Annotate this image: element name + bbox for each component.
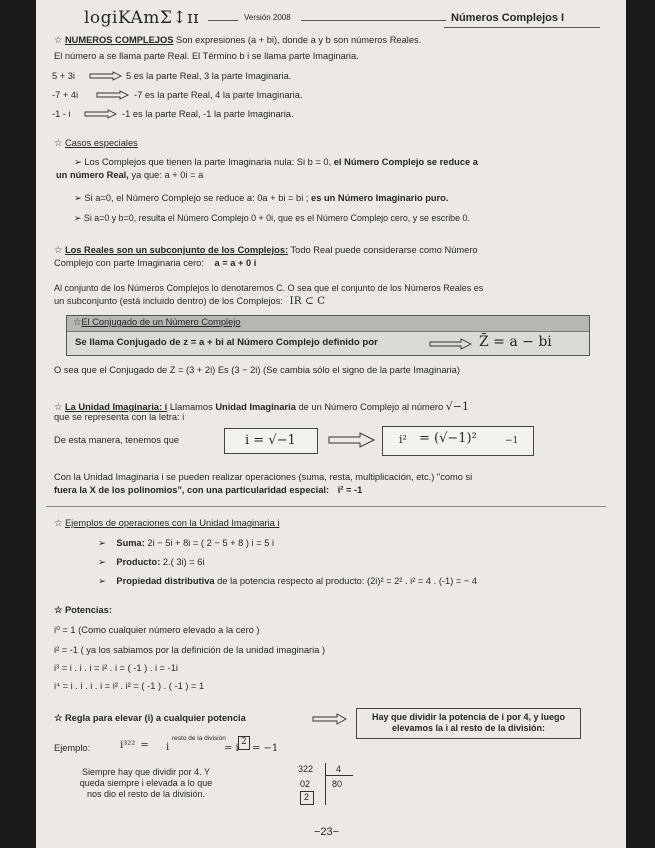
ejemplo-producto [98,557,205,568]
caso-3-text: Si a=0 y b=0, resulta el Número Complejo 0 + 0i, que es el Número Complejo cero, y se escribe 0. [83,213,470,223]
star-icon: ☆ [54,713,63,723]
suma-label: Suma: [116,538,145,548]
implies-arrow-icon [84,109,118,119]
unidad-line-2: que se representa con la letra: i [54,412,185,422]
star-icon: ☆ [54,245,63,255]
unidad-manera: De esta manera, tenemos que [54,435,180,445]
example-desc-2: -7 es la parte Real, 4 la parte Imaginaria. [134,90,303,100]
implies-arrow-icon [312,713,348,725]
casos-heading [54,138,138,149]
ejemplos-heading [54,518,279,529]
division-divisor: 4 [336,764,342,774]
formula-box-i2 [382,426,534,456]
division-remainder: 2 [304,792,310,802]
caso-1-text: Los Complejos que tienen la parte Imaginaria nula: Si b = 0, [84,157,332,167]
bullet-arrow-icon: ➢ [74,213,82,223]
version-label: Versión 2008 [244,13,291,22]
resto-label: resto de la división [172,735,226,742]
example-expr-3: -1 - i [52,109,71,119]
producto-expr: 2.( 3i) = 6i [162,557,205,567]
conjugado-def-c: al Número Complejo definido por [226,337,378,348]
potencias-heading [54,605,112,616]
division-quotient: 80 [332,779,343,789]
distributiva-expr: de la potencia respecto al producto: (2i)² = 2² . i² = 4 . (-1) = − 4 [217,576,478,586]
conjugado-def-z: z = a + bi [183,337,224,348]
distributiva-label: Propiedad distributiva [116,576,215,586]
example-expr-2: -7 + 4i [52,90,79,100]
caso-1-real: un número Real, [56,170,129,180]
conjugado-heading: ☆El Conjugado de un Número Complejo [73,317,241,327]
caso-2-text: el Número Complejo se reduce a: 0a + bi = bi ; [116,193,309,203]
potencia-0: i⁰ = 1 (Como cualquier número elevado a la cero ) [54,625,260,635]
suma-expr: 2i − 5i + 8i = ( 2 − 5 + 8 ) i = 5 i [147,538,275,548]
intro-term: NUMEROS COMPLEJOS [64,35,174,45]
potencia-3: i³ = i . i . i = i² . i = ( -1 ) . i = -1i [54,663,178,673]
caso-3 [74,213,470,224]
ejemplos-heading-text: Ejemplos de operaciones con la Unidad Imaginaria i [64,518,280,528]
unidad-heading: La Unidad Imaginaria: i [64,402,168,412]
division-partial: 02 [300,779,311,789]
ejemplo-suma [98,538,274,549]
implies-arrow-icon [429,338,473,350]
section-divider [46,506,606,507]
caso-1-eq: ya que: a + 0i = a [131,170,204,180]
caso-2-bold: es un Número Imaginario puro. [311,193,449,203]
ejemplo-i-322: i³²² [120,740,136,751]
star-icon: ☆ [54,138,63,148]
potencias-heading-text: Potencias: [64,605,112,615]
implies-arrow-icon [96,90,130,100]
potencia-4: i⁴ = i . i . i . i = i² . i² = ( -1 ) . ( -1 ) = 1 [54,681,205,691]
division-remainder-box [300,791,314,805]
reales-text-2: Complejo con parte Imaginaria cero: [54,258,204,268]
regla-heading-text: Regla para elevar (i) a cualquier potencia [64,713,246,723]
bullet-arrow-icon: ➢ [74,193,82,203]
division-bar [325,763,326,805]
casos-heading-text: Casos especiales [64,138,138,148]
title-underline [444,27,600,28]
ops-text-2: fuera la X de los polinomios", con una particularidad especial: [54,485,330,495]
example-desc-3: -1 es la parte Real, -1 la parte Imaginaria. [122,109,294,119]
regla-explain-3: nos dio el resto de la división. [86,789,206,799]
intro-line-1 [54,35,421,46]
ops-line-1: Con la Unidad Imaginaria i se pueden realizar operaciones (suma, resta, multiplicación, etc.) "como si [54,472,473,482]
caso-1-line-a [74,157,478,168]
ejemplo-equal-i: = i [224,743,239,754]
page-title: Números Complejos I [451,12,565,24]
formula-sqrt-squared: = (√−1)² [419,431,477,446]
division-dividend: 322 [298,764,314,774]
reales-line-3: Al conjunto de los Números Complejos lo denotaremos C. O sea que el conjunto de los Números Reales es [54,283,484,293]
sqrt-minus-one: √−1 [445,400,470,413]
page-number: −23− [314,826,340,838]
ejemplo-i: i [166,742,170,753]
document-page [36,0,626,848]
ejemplo-result: = −1 [252,743,279,754]
reales-line-2 [54,258,256,269]
example-expr-1: 5 + 3i [52,71,76,81]
star-icon: ☆ [54,402,63,412]
conjugado-formula: Z̄ = a − bi [479,334,552,350]
implies-arrow-icon [328,432,376,448]
formula-minus-one: −1 [505,436,519,446]
conjugado-heading-text: El Conjugado de un Número Complejo [81,317,241,327]
ejemplo-distributiva [98,576,477,587]
reales-text-4: un subconjunto (está incluido dentro) de los Complejos: [54,296,283,306]
reales-heading: Los Reales son un subconjunto de los Complejos: [64,245,289,255]
unidad-text-3: de un Número Complejo al número [298,402,444,412]
regla-note: Hay que dividir la potencia de i por 4, y luego elevamos la i al resto de la división: [356,708,581,739]
producto-label: Producto: [116,557,161,567]
resto-box [238,736,250,750]
reales-text-1: Todo Real puede considerarse como Número [290,245,478,255]
reales-line-4 [54,295,325,308]
star-icon: ☆ [54,605,63,615]
potencia-2: i² = -1 ( ya los sabiamos por la definición de la unidad imaginaria ) [54,645,326,655]
caso-2-cond: Si a=0, [84,193,114,203]
example-desc-1: 5 es la parte Real, 3 la parte Imaginaria. [126,71,292,81]
regla-explain-1: Siempre hay que dividir por 4. Y [82,767,210,777]
formula-i2: i² [399,433,407,446]
ops-line-2 [54,485,362,496]
caso-1-line-b [56,170,203,181]
header-rule-left [208,20,238,21]
star-icon: ☆ [54,35,63,45]
header-rule-mid [301,20,446,21]
conjugado-def [75,337,378,349]
resto-value: 2 [241,737,247,747]
reales-line-1 [54,245,478,256]
ops-eq: i² = -1 [337,485,363,495]
unidad-text-2: Unidad Imaginaria [215,402,296,412]
caso-2 [74,193,448,204]
conjugado-box [66,315,590,356]
intro-text: Son expresiones (a + bi), donde a y b son números Reales. [176,35,422,45]
conjugado-box-header [67,316,589,332]
bullet-arrow-icon: ➢ [98,557,106,567]
brand-logo: logiKAmΣ↕ɪɪ [84,8,200,28]
subset-formula: IR ⊂ C [289,295,326,307]
reales-eq: a = a + 0 i [214,258,257,268]
bullet-arrow-icon: ➢ [98,538,106,548]
conjugado-def-a: Se llama Conjugado de [75,337,181,348]
formula-box-i [224,428,318,454]
bullet-arrow-icon: ➢ [74,157,82,167]
regla-explain-2: queda siempre i elevada a lo que [79,778,213,788]
regla-heading [54,713,246,724]
bullet-arrow-icon: ➢ [98,576,106,586]
conjugado-example: O sea que el Conjugado de Z = (3 + 2i) Es (3 − 2i) (Se cambia sólo el signo de la parte Imaginaria) [54,365,460,375]
intro-line-2: El número a se llama parte Real. El Término b i se llama parte Imaginaria. [54,51,359,61]
implies-arrow-icon [89,71,123,81]
unidad-text-1: Llamamos [169,402,213,412]
ejemplo-exponent: i³²² = [120,740,149,751]
star-icon: ☆ [54,518,63,528]
ejemplo-label: Ejemplo: [54,743,91,753]
division-underline [325,775,353,776]
caso-1-bold: el Número Complejo se reduce a [333,157,478,167]
formula-i-sqrt: i = √−1 [245,433,296,448]
